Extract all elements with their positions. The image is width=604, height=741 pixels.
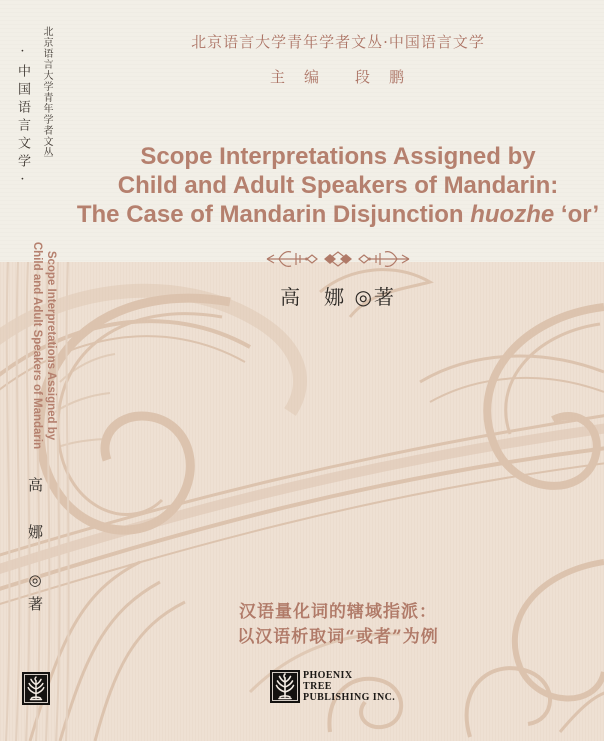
flourish-divider-icon — [263, 248, 413, 270]
spine-publisher-logo — [22, 672, 50, 705]
subtitle-line1: 汉语量化词的辖域指派： — [239, 602, 437, 622]
publisher-block — [270, 670, 395, 703]
series-title: 北京语言大学青年学者文丛·中国语言文学 — [191, 33, 485, 51]
subtitle-line2: 以汉语析取词“或者”为例 — [237, 627, 439, 647]
chinese-subtitle — [72, 600, 604, 650]
publisher-line3: PUBLISHING INC. — [303, 692, 396, 703]
spine-author: 高 娜 ◎著 — [26, 477, 44, 618]
spine-book-title — [30, 229, 58, 462]
spine-title-line1: Scope Interpretations Assigned by — [45, 250, 57, 441]
publisher-logo — [270, 670, 300, 703]
title-line2: Child and Adult Speakers of Mandarin: — [117, 172, 559, 199]
phoenix-tree-icon — [273, 673, 297, 701]
author-byline: 高 娜 ◎著 — [280, 285, 396, 309]
spine-title-line2: Child and Adult Speakers of Mandarin — [31, 241, 43, 450]
book-title — [72, 142, 604, 229]
publisher-name — [303, 670, 395, 703]
front-cover — [72, 0, 604, 741]
spine-series-subject: ·中国语言文学· — [15, 44, 30, 192]
divider-ornament — [72, 248, 604, 275]
chief-editor-line: 主 编 段 鹏 — [269, 68, 406, 86]
publisher-line2: TREE — [303, 681, 332, 692]
title-line3: The Case of Mandarin Disjunction huozhe ‘or’ — [76, 201, 600, 228]
publisher-line1: PHOENIX — [303, 670, 353, 681]
phoenix-tree-icon — [25, 676, 47, 702]
title-italic-huozhe: huozhe — [470, 201, 555, 228]
title-line1: Scope Interpretations Assigned by — [140, 143, 536, 170]
spine-series-name: 北京语言大学青年学者文丛 — [41, 26, 52, 158]
